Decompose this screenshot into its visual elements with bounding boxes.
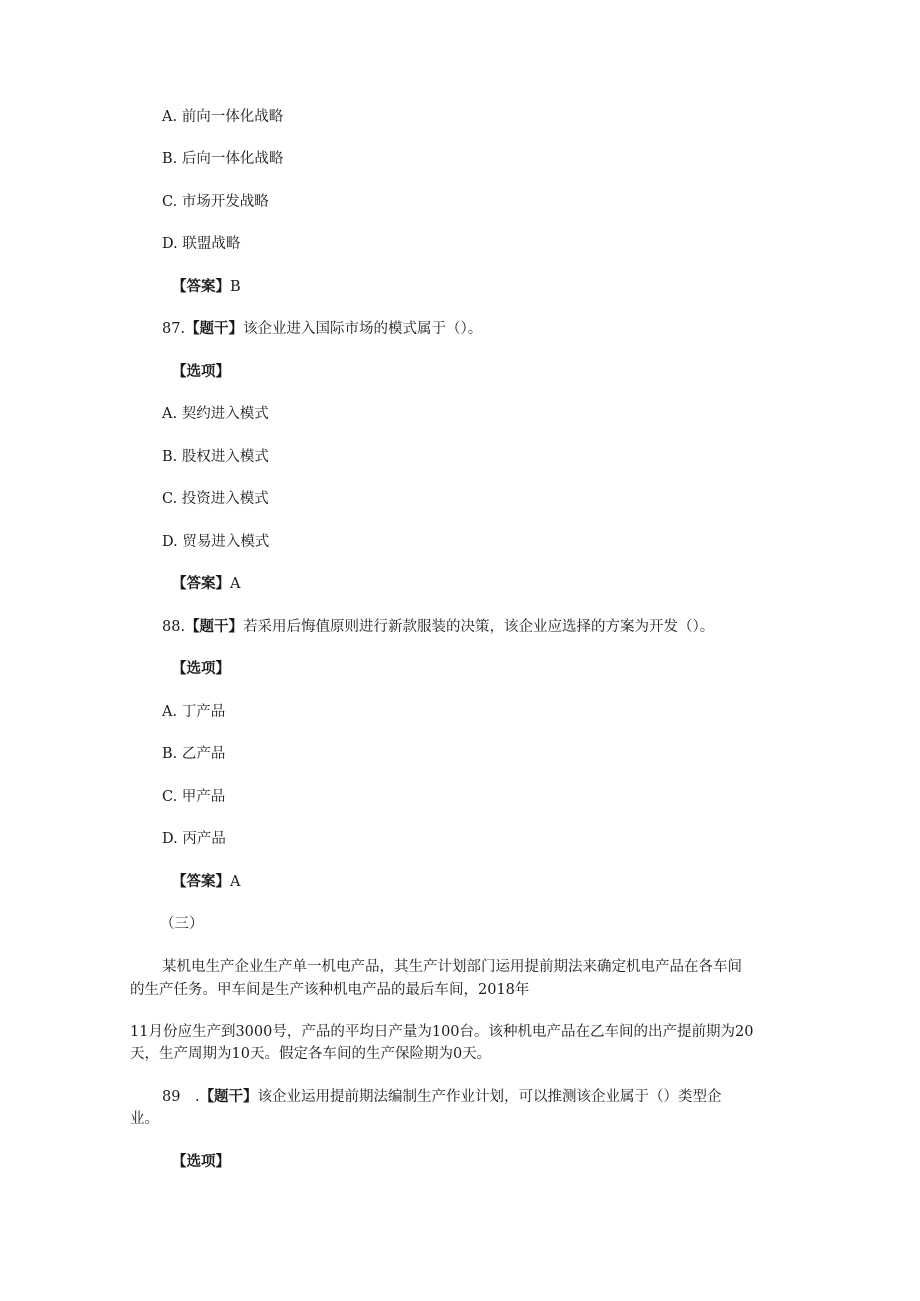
section-heading: （三）: [160, 916, 204, 932]
q89-stem-continuation: 业。: [130, 1111, 159, 1127]
q86-option-d: D. 联盟战略: [162, 236, 241, 252]
q86-answer-label: 【答案】: [172, 278, 230, 295]
q88-answer-label: 【答案】: [172, 873, 230, 890]
q87-options-label: 【选项】: [172, 363, 230, 380]
q88-answer: [172, 875, 240, 890]
section-para-line-2: 的生产任务。甲车间是生产该种机电产品的最后车间，2018年: [130, 982, 530, 998]
q88-stem-label: 【题干】: [185, 618, 244, 635]
q88-option-c: C. 甲产品: [162, 789, 226, 805]
q87-answer-value: A: [230, 576, 241, 592]
q87-number: 87.: [162, 321, 186, 337]
q87-stem-text: 该企业进入国际市场的模式属于（）。: [243, 321, 483, 337]
q87-option-a: A. 契约进入模式: [162, 406, 269, 422]
q89-number: 89 .: [162, 1089, 200, 1105]
q87-option-c: C. 投资进入模式: [162, 491, 269, 507]
q89-stem: [162, 1090, 722, 1105]
q88-stem: [162, 620, 714, 635]
q86-option-a: A. 前向一体化战略: [162, 109, 284, 125]
q88-option-a: A. 丁产品: [162, 704, 226, 720]
q88-option-d: D. 丙产品: [162, 831, 226, 847]
q87-answer-label: 【答案】: [172, 575, 230, 592]
q87-answer: [172, 577, 240, 592]
q87-stem-label: 【题干】: [185, 320, 244, 337]
q88-number: 88.: [162, 619, 186, 635]
q88-answer-value: A: [230, 874, 241, 890]
q89-options-label: 【选项】: [172, 1153, 230, 1170]
q87-option-b: B. 股权进入模式: [162, 449, 269, 465]
q86-answer: [172, 280, 241, 295]
q89-stem-label: 【题干】: [199, 1088, 258, 1105]
section-para-line-3: 11月份应生产到3000号，产品的平均日产量为100台。该种机电产品在乙车间的出产提前期为20: [130, 1024, 754, 1040]
q87-stem: [162, 322, 482, 337]
q86-option-c: C. 市场开发战略: [162, 194, 269, 210]
q87-option-d: D. 贸易进入模式: [162, 534, 270, 550]
q86-answer-value: B: [230, 279, 241, 295]
section-para-line-1: 某机电生产企业生产单一机电产品，其生产计划部门运用提前期法来确定机电产品在各车间: [162, 959, 742, 975]
q88-stem-text: 若采用后悔值原则进行新款服装的决策，该企业应选择的方案为开发（）。: [243, 619, 715, 635]
q89-stem-text: 该企业运用提前期法编制生产作业计划，可以推测该企业属于（）类型企: [257, 1089, 722, 1105]
q86-option-b: B. 后向一体化战略: [162, 151, 284, 167]
q88-option-b: B. 乙产品: [162, 746, 226, 762]
section-para-line-4: 天，生产周期为10天。假定各车间的生产保险期为0天。: [130, 1046, 492, 1062]
q88-options-label: 【选项】: [172, 660, 230, 677]
